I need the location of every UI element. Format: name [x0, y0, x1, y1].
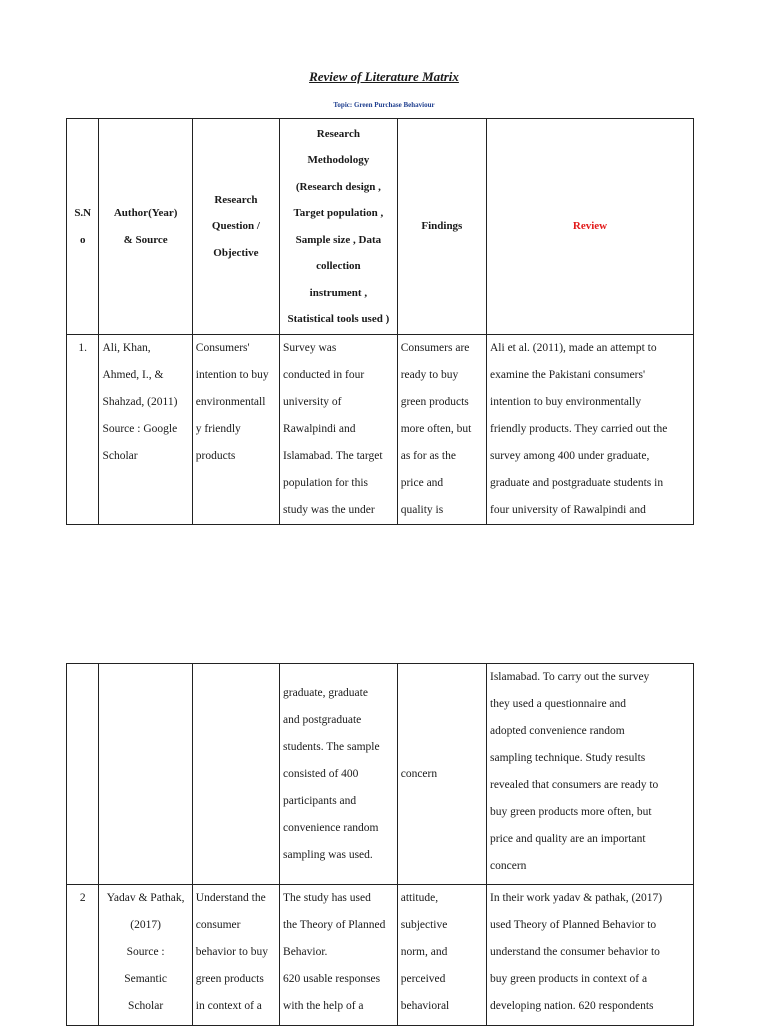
cell-research-question — [192, 664, 279, 885]
table-row — [67, 885, 694, 1026]
header-sno: S.N o — [67, 119, 99, 335]
header-methodology: Research Methodology (Research design , Target population , Sample size , Data collection instrument , Statistical tools used ) — [280, 119, 398, 335]
cell-sno: 1. — [67, 335, 99, 525]
header-research-question: Research Question / Objective — [192, 119, 279, 335]
cell-research-question: Understand the consumer behavior to buy green products in context of a — [192, 885, 279, 1026]
cell-methodology: Survey was conducted in four university of Rawalpindi and Islamabad. The target population for this study was the under — [280, 335, 398, 525]
table-row-continuation — [67, 664, 694, 885]
document-topic: Topic: Green Purchase Behaviour — [333, 101, 435, 109]
cell-sno: 2 — [67, 885, 99, 1026]
document-title: Review of Literature Matrix — [309, 69, 459, 84]
cell-findings: concern — [397, 664, 486, 885]
cell-methodology: graduate, graduate and postgraduate students. The sample consisted of 400 participants and convenience random sampling was used. — [280, 664, 398, 885]
cell-research-question: Consumers' intention to buy environmentall y friendly products — [192, 335, 279, 525]
literature-matrix-table — [66, 118, 694, 525]
cell-author: Ali, Khan, Ahmed, I., & Shahzad, (2011) Source : Google Scholar — [99, 335, 192, 525]
header-author: Author(Year) & Source — [99, 119, 192, 335]
header-review: Review — [487, 119, 694, 335]
cell-methodology: The study has used the Theory of Planned Behavior. 620 usable responses with the help of a — [280, 885, 398, 1026]
table-row — [67, 335, 694, 525]
cell-review: Islamabad. To carry out the survey they used a questionnaire and adopted convenience random sampling technique. Study results revealed that consumers are ready to buy green products more often, but price and quality are an important concern — [487, 664, 694, 885]
header-findings: Findings — [397, 119, 486, 335]
cell-author — [99, 664, 192, 885]
cell-findings: Consumers are ready to buy green products more often, but as for as the price and quality is — [397, 335, 486, 525]
cell-findings: attitude, subjective norm, and perceived behavioral — [397, 885, 486, 1026]
cell-author: Yadav & Pathak, (2017) Source : Semantic Scholar — [99, 885, 192, 1026]
cell-sno — [67, 664, 99, 885]
cell-review: In their work yadav & pathak, (2017) used Theory of Planned Behavior to understand the consumer behavior to buy green products in context of a developing nation. 620 respondents — [487, 885, 694, 1026]
literature-matrix-table-continued — [66, 663, 694, 1026]
table-header-row — [67, 119, 694, 335]
cell-review: Ali et al. (2011), made an attempt to examine the Pakistani consumers' intention to buy environmentally friendly products. They carried out the survey among 400 under graduate, graduate and postgraduate students in four university of Rawalpindi and — [487, 335, 694, 525]
